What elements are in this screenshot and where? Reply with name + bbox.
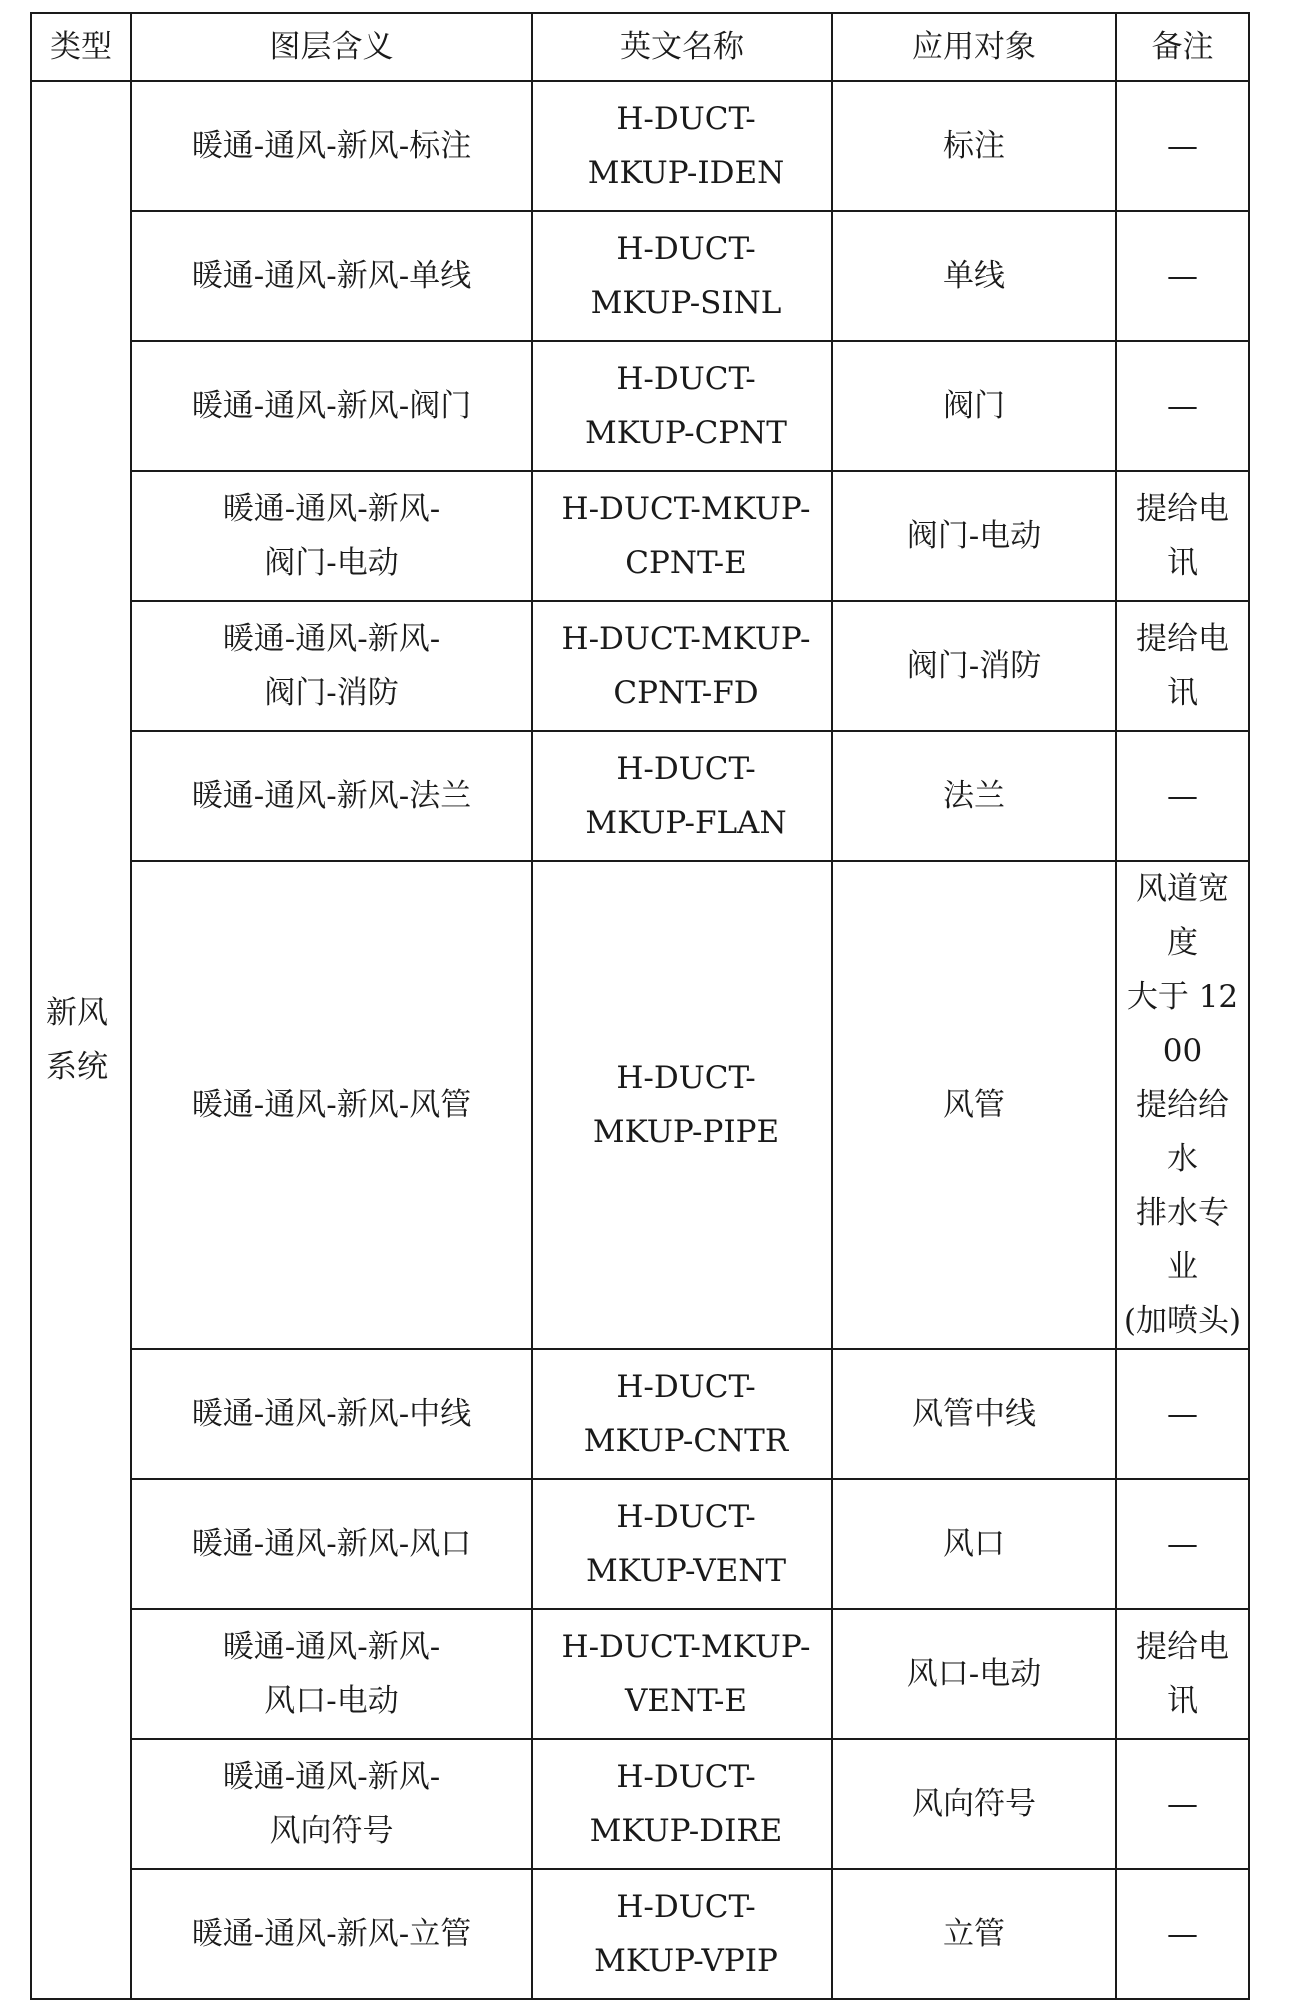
remarks-cell-line: 大于 1200 xyxy=(1126,979,1239,1069)
application-object-cell: 风口-电动 xyxy=(832,1609,1116,1739)
remarks-cell-line: 风道宽度 xyxy=(1136,871,1229,961)
remarks-cell-line: — xyxy=(1167,1916,1198,1952)
remarks-cell xyxy=(1116,211,1249,341)
english-name-cell-line: MKUP-VENT xyxy=(585,1553,787,1589)
layer-meaning-cell-line: 暖通-通风-新风-阀门 xyxy=(191,388,472,424)
remarks-cell xyxy=(1116,1349,1249,1479)
table-row xyxy=(31,1479,1249,1609)
layer-meaning-cell-line: 暖通-通风-新风- xyxy=(222,1629,441,1665)
remarks-cell-line: 提给给水 xyxy=(1136,1087,1229,1177)
remarks-cell-line: 提给电讯 xyxy=(1136,1629,1229,1719)
header-english-name: 英文名称 xyxy=(532,13,832,81)
layer-meaning-cell xyxy=(131,731,532,861)
english-name-cell-line: VENT-E xyxy=(625,1683,747,1719)
header-row xyxy=(31,13,1249,81)
layer-meaning-cell xyxy=(131,1739,532,1869)
layer-meaning-cell-line: 暖通-通风-新风- xyxy=(222,491,441,527)
layer-table xyxy=(30,12,1250,2000)
type-label-line: 新风 xyxy=(46,995,108,1031)
remarks-cell xyxy=(1116,341,1249,471)
layer-meaning-cell xyxy=(131,1349,532,1479)
english-name-cell-line: H-DUCT- xyxy=(616,1499,756,1535)
table-row xyxy=(31,601,1249,731)
table-row xyxy=(31,341,1249,471)
layer-meaning-cell-line: 风向符号 xyxy=(269,1813,394,1849)
remarks-cell xyxy=(1116,471,1249,601)
header-type: 类型 xyxy=(31,13,131,81)
english-name-cell xyxy=(532,81,832,211)
layer-meaning-cell xyxy=(131,601,532,731)
table-row xyxy=(31,861,1249,1349)
english-name-cell-line: MKUP-IDEN xyxy=(587,155,785,191)
table-body xyxy=(31,81,1249,1999)
english-name-cell-line: H-DUCT- xyxy=(616,1889,756,1925)
remarks-cell-line: — xyxy=(1167,778,1198,814)
remarks-cell-line: — xyxy=(1167,1786,1198,1822)
remarks-cell-line: 排水专业 xyxy=(1136,1195,1229,1285)
table-row xyxy=(31,81,1249,211)
english-name-cell-line: CPNT-FD xyxy=(613,675,759,711)
english-name-cell xyxy=(532,1739,832,1869)
application-object-cell: 风管 xyxy=(832,861,1116,1349)
table-row xyxy=(31,471,1249,601)
english-name-cell-line: H-DUCT- xyxy=(616,101,756,137)
table-row xyxy=(31,211,1249,341)
layer-meaning-cell-line: 暖通-通风-新风-风管 xyxy=(191,1087,472,1123)
remarks-cell xyxy=(1116,1739,1249,1869)
remarks-cell xyxy=(1116,731,1249,861)
remarks-cell-line: 提给电讯 xyxy=(1136,491,1229,581)
remarks-cell-line: — xyxy=(1167,1396,1198,1432)
header-layer-meaning: 图层含义 xyxy=(131,13,532,81)
english-name-cell xyxy=(532,601,832,731)
layer-meaning-cell-line: 暖通-通风-新风-标注 xyxy=(191,128,472,164)
layer-meaning-cell xyxy=(131,861,532,1349)
english-name-cell-line: CPNT-E xyxy=(625,545,747,581)
application-object-cell: 标注 xyxy=(832,81,1116,211)
table-row xyxy=(31,1609,1249,1739)
english-name-cell-line: MKUP-CNTR xyxy=(583,1423,789,1459)
english-name-cell-line: MKUP-SINL xyxy=(590,285,782,321)
layer-meaning-cell xyxy=(131,1869,532,1999)
application-object-cell: 风向符号 xyxy=(832,1739,1116,1869)
header-application-object: 应用对象 xyxy=(832,13,1116,81)
english-name-cell xyxy=(532,1479,832,1609)
english-name-cell-line: MKUP-CPNT xyxy=(585,415,787,451)
english-name-cell-line: H-DUCT-MKUP- xyxy=(561,621,811,657)
remarks-cell-line: — xyxy=(1167,258,1198,294)
english-name-cell xyxy=(532,1609,832,1739)
layer-meaning-cell-line: 暖通-通风-新风-单线 xyxy=(191,258,472,294)
english-name-cell-line: H-DUCT- xyxy=(616,751,756,787)
english-name-cell xyxy=(532,211,832,341)
layer-meaning-cell xyxy=(131,341,532,471)
english-name-cell-line: H-DUCT- xyxy=(616,1369,756,1405)
english-name-cell-line: MKUP-FLAN xyxy=(585,805,787,841)
english-name-cell-line: H-DUCT- xyxy=(616,361,756,397)
application-object-cell: 阀门-电动 xyxy=(832,471,1116,601)
english-name-cell xyxy=(532,471,832,601)
type-cell xyxy=(31,81,131,1999)
english-name-cell xyxy=(532,1349,832,1479)
layer-meaning-cell xyxy=(131,81,532,211)
english-name-cell xyxy=(532,861,832,1349)
layer-meaning-cell xyxy=(131,1609,532,1739)
english-name-cell xyxy=(532,731,832,861)
remarks-cell xyxy=(1116,1609,1249,1739)
remarks-cell xyxy=(1116,81,1249,211)
remarks-cell-line: — xyxy=(1167,1526,1198,1562)
layer-meaning-cell-line: 阀门-电动 xyxy=(264,545,399,581)
layer-meaning-cell-line: 风口-电动 xyxy=(264,1683,399,1719)
application-object-cell: 单线 xyxy=(832,211,1116,341)
type-label-line: 系统 xyxy=(46,1049,108,1085)
layer-meaning-cell-line: 暖通-通风-新风-法兰 xyxy=(191,778,472,814)
table-row xyxy=(31,1869,1249,1999)
english-name-cell-line: H-DUCT-MKUP- xyxy=(561,491,811,527)
remarks-cell-line: (加喷头) xyxy=(1123,1303,1242,1339)
remarks-cell-line: — xyxy=(1167,388,1198,424)
application-object-cell: 立管 xyxy=(832,1869,1116,1999)
english-name-cell xyxy=(532,1869,832,1999)
table-row xyxy=(31,1739,1249,1869)
english-name-cell-line: H-DUCT- xyxy=(616,1759,756,1795)
layer-meaning-cell-line: 暖通-通风-新风- xyxy=(222,621,441,657)
table-row xyxy=(31,1349,1249,1479)
remarks-cell-line: — xyxy=(1167,128,1198,164)
english-name-cell-line: H-DUCT-MKUP- xyxy=(561,1629,811,1665)
layer-meaning-cell xyxy=(131,1479,532,1609)
layer-meaning-cell-line: 暖通-通风-新风-立管 xyxy=(191,1916,472,1952)
layer-meaning-cell xyxy=(131,471,532,601)
remarks-cell-line: 提给电讯 xyxy=(1136,621,1229,711)
remarks-cell xyxy=(1116,1869,1249,1999)
english-name-cell xyxy=(532,341,832,471)
english-name-cell-line: MKUP-DIRE xyxy=(589,1813,783,1849)
remarks-cell xyxy=(1116,1479,1249,1609)
english-name-cell-line: MKUP-PIPE xyxy=(592,1114,780,1150)
layer-meaning-cell xyxy=(131,211,532,341)
english-name-cell-line: MKUP-VPIP xyxy=(594,1943,778,1979)
application-object-cell: 阀门-消防 xyxy=(832,601,1116,731)
application-object-cell: 风管中线 xyxy=(832,1349,1116,1479)
remarks-cell xyxy=(1116,601,1249,731)
layer-meaning-cell-line: 暖通-通风-新风-风口 xyxy=(191,1526,472,1562)
english-name-cell-line: H-DUCT- xyxy=(616,1060,756,1096)
layer-meaning-cell-line: 暖通-通风-新风-中线 xyxy=(191,1396,472,1432)
application-object-cell: 法兰 xyxy=(832,731,1116,861)
layer-meaning-cell-line: 暖通-通风-新风- xyxy=(222,1759,441,1795)
header-remarks: 备注 xyxy=(1116,13,1249,81)
english-name-cell-line: H-DUCT- xyxy=(616,231,756,267)
application-object-cell: 阀门 xyxy=(832,341,1116,471)
remarks-cell xyxy=(1116,861,1249,1349)
layer-table-container xyxy=(30,12,1248,2000)
application-object-cell: 风口 xyxy=(832,1479,1116,1609)
table-row xyxy=(31,731,1249,861)
layer-meaning-cell-line: 阀门-消防 xyxy=(264,675,399,711)
